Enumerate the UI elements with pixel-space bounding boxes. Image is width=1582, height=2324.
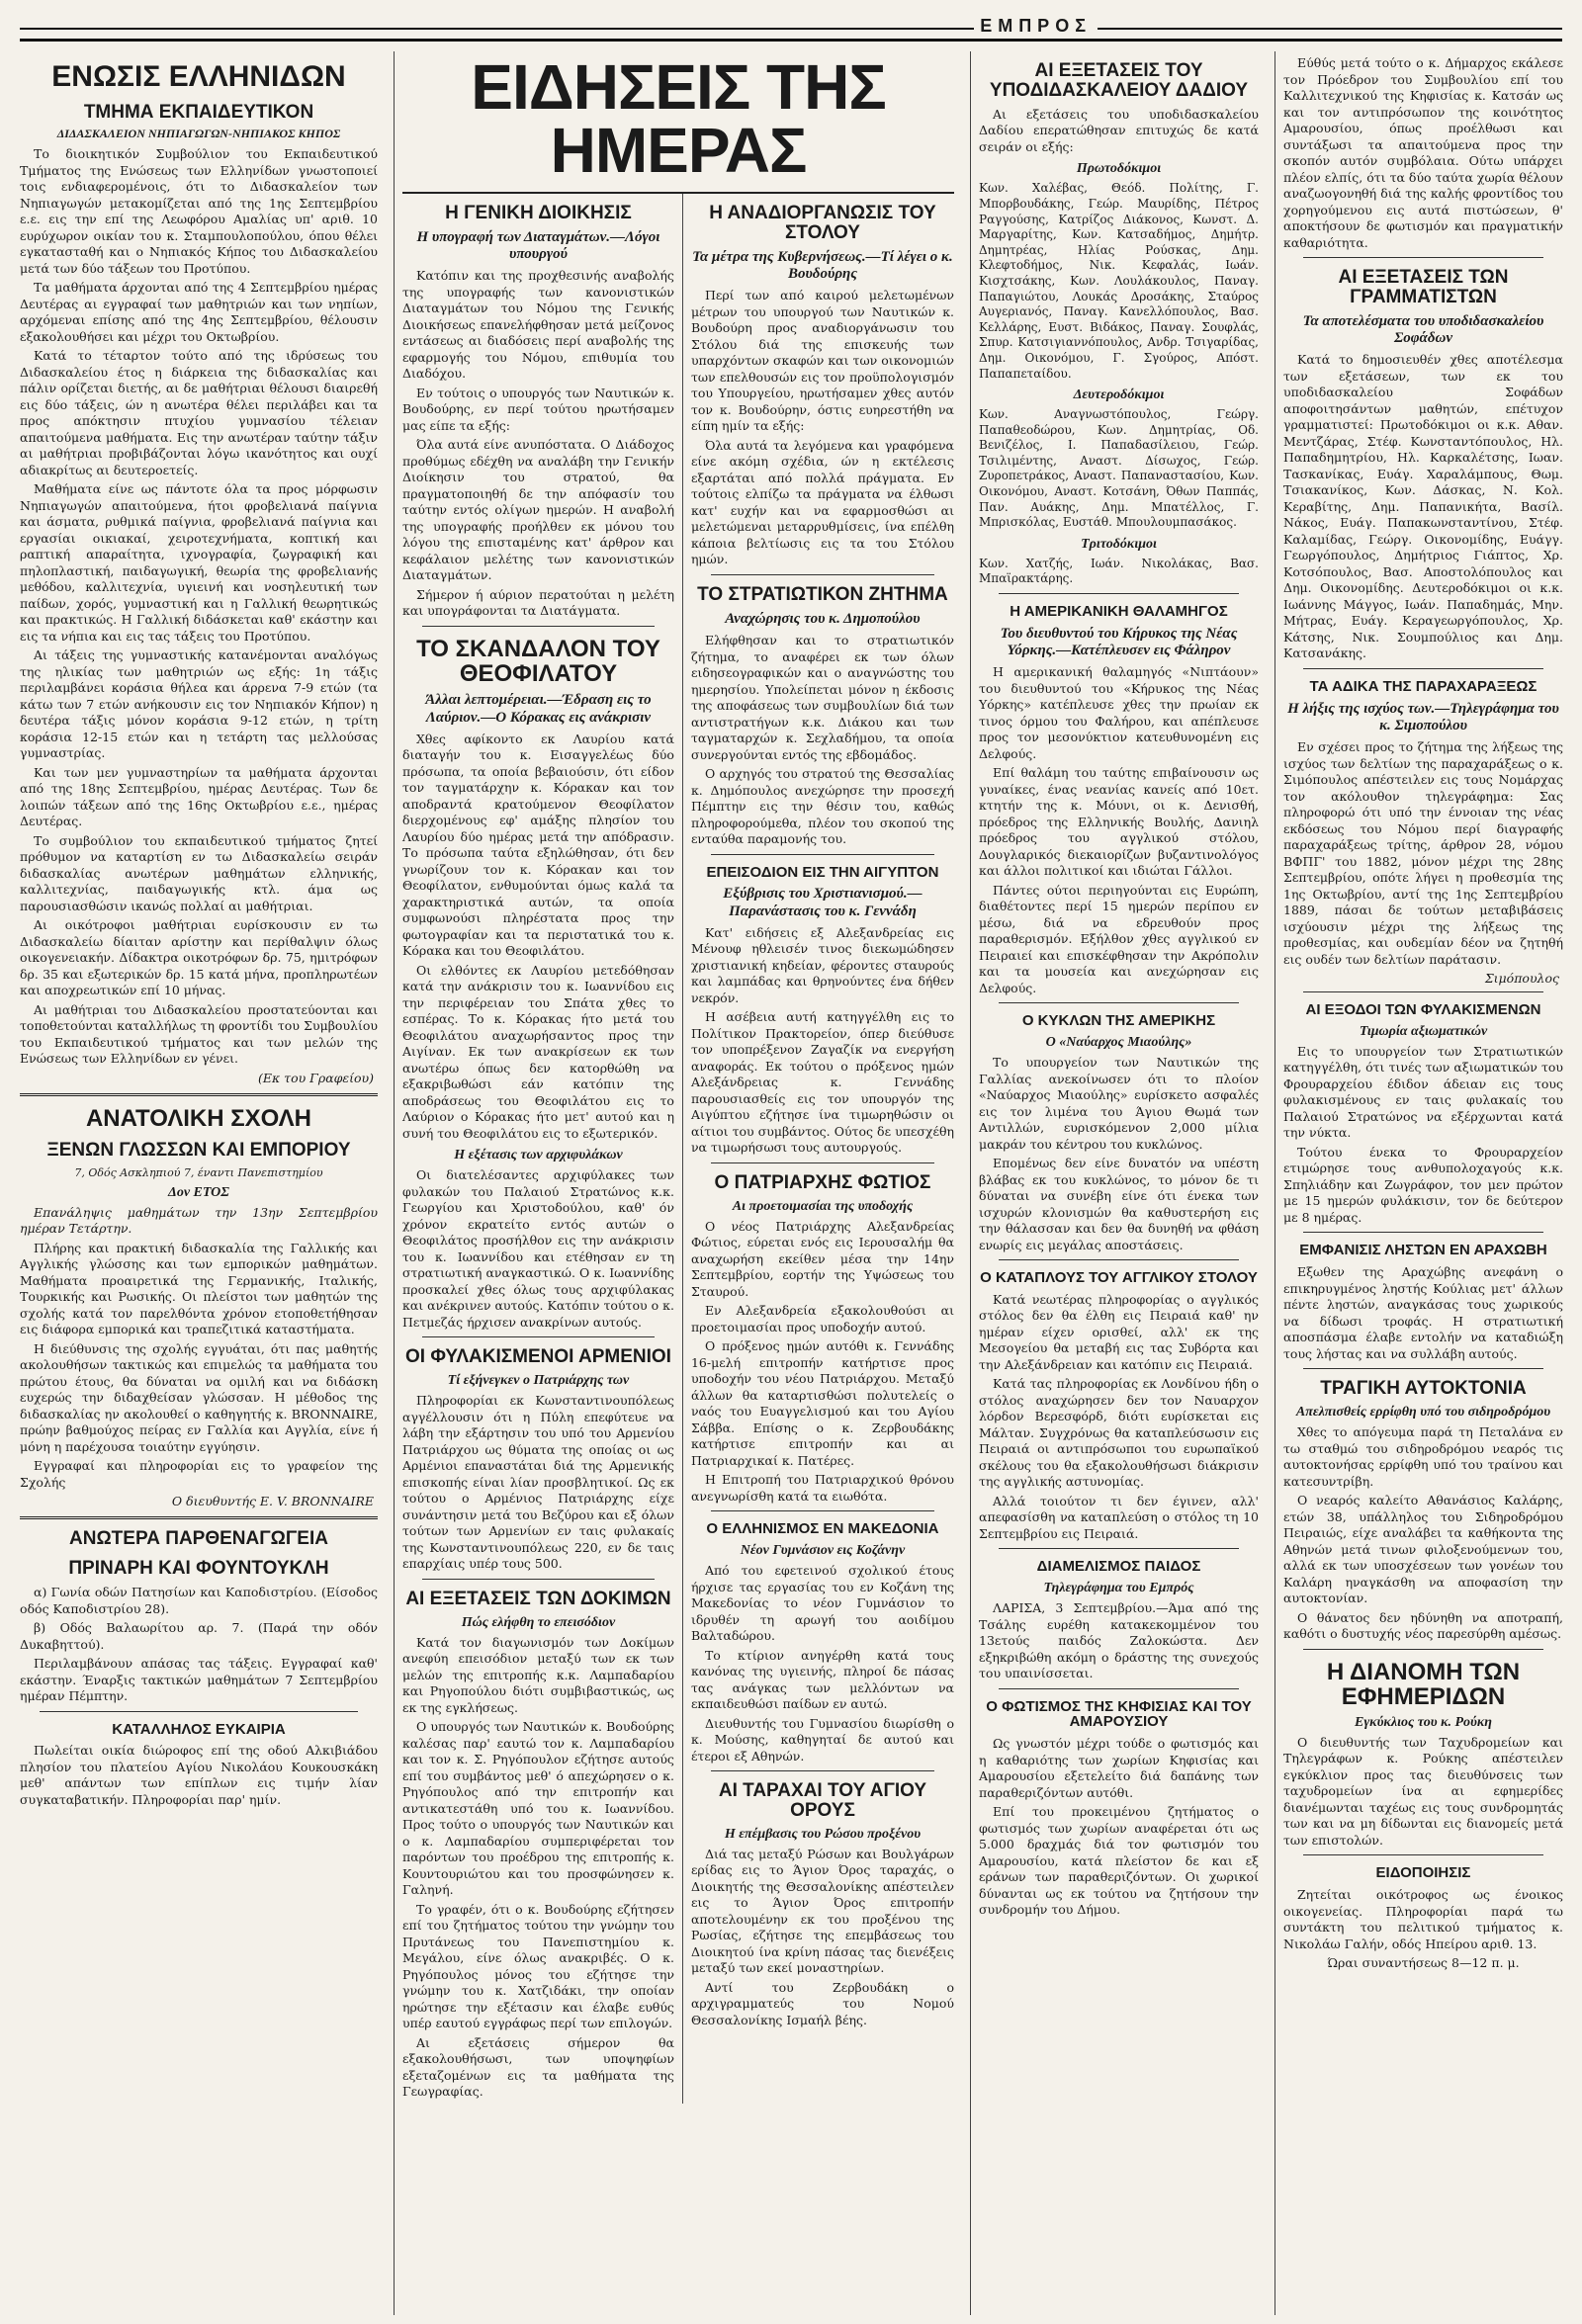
heading-theofilatos-scandal: ΤΟ ΣΚΑΝΔΑΛΟΝ ΤΟΥ ΘΕΟΦΙΛΑΤΟΥ [416, 635, 660, 688]
name-list: Κων. Χατζής, Ιωάν. Νικολάκας, Βασ. Μπαϊρακτάρης. [979, 556, 1259, 586]
paragraph: Τα μαθήματα άρχονται από της 4 Σεπτεμβρίου ημέρας Δευτέρας αι εγγραφαί των μαθητριών και των νηπίων, αρχόμεναι επίσης από της 4ης Σεπτεμβρίου, θέλουσιν εξακολουθήσει και μέχρι του Οκτωβρίου. [20, 280, 378, 344]
divider [422, 626, 655, 627]
divider [1303, 1854, 1543, 1855]
divider [1303, 1368, 1543, 1369]
paragraph: Ως γνωστόν μέχρι τούδε ο φωτισμός και η καθαριότης των χωρίων Κηφισίας και Αμαρουσίου εξετελείτο διά δαπάνης των παραθεριζόντων αυτόθι. [979, 1736, 1259, 1800]
paragraph: Επανάληψις μαθημάτων την 13ην Σεπτεμβρίου ημέραν Τετάρτην. [20, 1204, 378, 1237]
heading-british-fleet: Ο ΚΑΤΑΠΛΟΥΣ ΤΟΥ ΑΓΓΛΙΚΟΥ ΣΤΟΛΟΥ [980, 1269, 1258, 1287]
heading-patriarch-photios: Ο ΠΑΤΡΙΑΡΧΗΣ ΦΩΤΙΟΣ [714, 1171, 931, 1193]
signature: Ο διευθυντής E. V. BRONNAIRE [171, 1494, 374, 1509]
paragraph: Αι εξετάσεις σήμερον θα εξακολουθήσωσι, των υποψηφίων εξεταζομένων εις τα μαθήματα της Γεωγραφίας. [402, 2034, 674, 2100]
paragraph: Κατόπιν και της προχθεσινής αναβολής της υπογραφής των κανονιστικών Διαταγμάτων του Νόμου της Γενικής Διοικήσεως επανελήφθησαν μετά μείζονος εντάσεως αι διαδόσεις περί αναβολής της εφαρμογής του Νόμου, επιθυμία του Διαδόχου. [402, 268, 674, 382]
paragraph: Πωλείται οικία διώροφος επί της οδού Αλκιβιάδου πλησίον του πλατείου Αγίου Νικολάου Κουκουσκάκη μεθ' απάντων των επίπλων εις τιμήν λίαν συγκαταβατικήν. Πληροφορίαι παρ' ημίν. [20, 1743, 378, 1807]
heading-armenian-prisoners: ΟΙ ΦΥΛΑΚΙΣΜΕΝΟΙ ΑΡΜΕΝΙΟΙ [404, 1346, 671, 1368]
paragraph: Εν σχέσει προς το ζήτημα της λήξεως της ισχύος των δελτίων της παραχαράξεως ο κ. Σιμόπουλος απέστειλεν εις τους Νομάρχας τον ακόλουθον τηλεγράφημα: Σας πληροφορώ ότι υπό την έννοιαν της νέας εκδόσεως του Νόμου περί διαγραφής παραχαράξεως τρίτης, άρθρον 28, νόμου ΒΦΠΓ' του 1882, μόνον μέχρι της 28ης Σεπτεμβρίου, οπότε λήγει η προθεσμία της 1ης Οκτωβρίου, αντί της 1ης Σεπτεμβρίου 1889, πάσαι δε τούτων μεταβιβάσεις ισχύουσιν μέχρι της λήξεως της προθεσμίας, και ουδεμίαν δέον να ζητηθή εις ουδέν των δελτίων παράτασιν. [1283, 739, 1563, 967]
school-year: Δον ΕΤΟΣ [168, 1184, 229, 1200]
paragraph: Κατά το τέταρτον τούτο από της ιδρύσεως του Διδασκαλείου έτος η διάρκεια της διδασκαλίας και πάλιν ορίζεται διετής, αι δε μαθήτριαι θέλουσι διαιρεθή εις δύο τάξεις, ών η ανωτέρα θέλει περιλάβει και τα προς απόκτησιν πτυχίου γυμνασίου τέλειαν απαιτούμενα μαθήματα. Εις την ανωτέραν ταύτην τάξιν αι μαθήτριαι προβιβάζονται λόγω ικανότητος και ουχί αδιακρίτως αι δευτεροετείς. [20, 348, 378, 477]
signature: (Εκ του Γραφείου) [257, 1070, 374, 1085]
subheading: Η επέμβασις του Ρώσου προξένου [724, 1826, 922, 1842]
paragraph: Μαθήματα είνε ως πάντοτε όλα τα προς μόρφωσιν Νηπιαγωγών απαιτούμενα, ήτοι φροβελιανά παίγνια και άσματα, ρυθμικά παίγνια, φροβελιανά παίγνια και εργασίαι οικιακαί, χειροτεχνήματα, κοπτική και ραπτική απαραίτητα, ιχνογραφία, ζωγραφική και πηλοπλαστική, παιδαγωγική, θεωρία της φροβελιανής μεθόδου, καλλιτεχνία, υγιεινή και νοσηλευτική των παίδων, χορός, γυμναστική και η Γαλλική θεωρητικώς και πρακτικώς. Η Γαλλική διδάσκεται καθ' εκάστην και εις τα νήπια και εις τας τάξεις του Προτύπου. [20, 481, 378, 644]
subheading: Ο «Ναύαρχος Μιαούλης» [1045, 1035, 1192, 1051]
heading-cadet-exams: ΑΙ ΕΞΕΤΑΣΕΙΣ ΤΩΝ ΔΟΚΙΜΩΝ [405, 1588, 671, 1609]
paragraph: Ο αρχηγός του στρατού της Θεσσαλίας κ. Δημόπουλος ανεχώρησε την προσεχή Πέμπτην εις την θέσιν του, καθώς πληροφορούμεθα, πλέον του σκοπού της ενταύθα παραμονής του. [690, 766, 954, 847]
paragraph: Αι οικότροφοι μαθήτριαι ευρίσκουσιν εν τω Διδασκαλείω δίαιταν αρίστην και περίθαλψιν όλως οικογενειακήν. Δίδακτρα οικοτρόφων δρ. 75, ημιτρόφων δρ. 35 και εξωτερικών δρ. 15 κατά μήνα, προπληρωτέων και αποχρεωτικών επί 10 μήνας. [20, 917, 378, 998]
divider [999, 1688, 1239, 1689]
name-list: Κων. Αναγνωστόπουλος, Γεώργ. Παπαθεοδώρου, Κων. Δημητρίας, Οδ. Βενιζέλος, Ι. Παπαδασίλειου, Γεώρ. Τσιλιμέντης, Αναστ. Δίσωχος, Γεώρ. Ζυροπετράκος, Αναστ. Παπαναστασίου, Κων. Οικονόμου, Αναστ. Κοτσάνη, Όθων Παππάς, Παν. Αυάκης, Δημ. Μπατέλλος, Γ. Μπρισκόλας, Ευστάθ. Μπουλουμπασάκος. [979, 407, 1259, 530]
paragraph: Τούτου ένεκα το Φρουραρχείον ετιμώρησε τους ανθυπολοχαγούς κ.κ. Σπηλιάδην και Ζωγράφον, τον μεν πρώτον με 15 ημερών φυλάκισιν, τον δε δεύτερον με 8 ημέρας. [1283, 1144, 1563, 1225]
paragraph: Χθες το απόγευμα παρά τη Πεταλάνα εν τω σταθμώ του σιδηροδρόμου νεαρός τις αυτοκτονήσας ερρίφθη υπό του τραίνου και κατεσυντρίβη. [1283, 1424, 1563, 1489]
heading-union: ΕΝΩΣΙΣ ΕΛΛΗΝΙΔΩΝ [51, 60, 346, 93]
heading-opportunity: ΚΑΤΑΛΛΗΛΟΣ ΕΥΚΑΙΡΙΑ [112, 1720, 286, 1738]
paragraph: Διά τας μεταξύ Ρώσων και Βουλγάρων ερίδας εις το Άγιον Όρος ταραχάς, ο Διοικητής της Θεσσαλονίκης απέστειλεν εις το Άγιον Όρος επιτροπήν αποτελουμένην εκ του προξένου της Ρωσίας, εζήτησε της επεμβάσεως του Διοικητού ίνα κρίνη πάσας τας διενέξεις μεταξύ των εκεί μοναστηρίων. [690, 1846, 954, 1976]
divider [711, 854, 934, 855]
paragraph: Εν Αλεξανδρεία εξακολουθούσι αι προετοιμασίαι προς υποδοχήν αυτού. [690, 1303, 954, 1334]
paragraph: Ο θάνατος δεν ηδύνηθη να αποτραπή, καθότι ο δυστυχής νέος παρεσύρθη αμέσως. [1283, 1609, 1563, 1642]
heading-foreign-languages: ΞΕΝΩΝ ΓΛΩΣΣΩΝ ΚΑΙ ΕΜΠΟΡΙΟΥ [46, 1139, 351, 1161]
subheading: Η λήξις της ισχύος των.—Τηλεγράφημα του κ. Σιμοπούλου [1287, 700, 1559, 733]
paragraph: Η αμερικανική θαλαμηγός «Νιπτάουν» του διευθυντού του «Κήρυκος της Νέας Υόρκης» κατέπλευσε χθες την πρωίαν εκ τινος όρμου του Φαλήρου, και απέπλευσε προς τον μεσονύκτιον κατευθυνομένη εις Δελφούς. [979, 664, 1259, 761]
divider [711, 1162, 934, 1163]
paragraph: Το συμβούλιον του εκπαιδευτικού τμήματος ζητεί πρόθυμον να καταρτίση εν τω Διδασκαλείω σειράν διδασκαλίας ανωτέρων μαθημάτων ελληνικής, καλλιτεχνίας, παιδαγωγικής κτλ. άμα ως παρουσιασθώσιν ικανώς πολλαί αι μαθήτριαι. [20, 832, 378, 913]
subheading: Αι προετοιμασίαι της υποδοχής [732, 1198, 914, 1214]
heading-child-dismemberment: ΔΙΑΜΕΛΙΣΜΟΣ ΠΑΙΔΟΣ [1036, 1558, 1201, 1576]
divider [1303, 1232, 1543, 1233]
paragraph: Ο υπουργός των Ναυτικών κ. Βουδούρης καλέσας παρ' εαυτώ τον κ. Λαμπαδαρίου και τον κ. Σ. Ρηγόπουλον εζήτησε αυτούς επί του συμβάντος μεθ' ό απεχώρησεν ο κ. Ρηγόπουλος από την επιτροπήν και αντικατεστάθη υπό του κ. Ιωαννίδου. Προς τούτο ο υπουργός των Ναυτικών και ο κ. Λαμπαδαρίου συμπεριφέρεται τον παρόντων του προέδρου της επιτροπής κ. Κουντουριώτου και του προσφώνησεν κ. Γαληνή. [402, 1719, 674, 1898]
paragraph: Το γραφέν, ότι ο κ. Βουδούρης εζήτησεν επί του ζητήματος τούτου την γνώμην του Πρυτάνεως του Πανεπιστημίου κ. Μεγάλου, είνε όλως ανακριβές. Ο κ. Ρηγόπουλος μόνος του εζήτησε την γνώμην του κ. Χατζιδάκι, την οποίαν ηρώτησε την εξέτασιν και έλαβε ευθύς υπέρ εαυτού εγγράφως περί των επιλογών. [402, 1901, 674, 2031]
divider [422, 1336, 655, 1337]
school-address: 7, Οδός Ασκληπιού 7, έναντι Πανεπιστημίου [74, 1165, 323, 1179]
paragraph: Η Επιτροπή του Πατριαρχικού θρόνου ανεγνωρίσθη κατά τα ειωθότα. [690, 1472, 954, 1504]
paragraph: Περί των από καιρού μελετωμένων μέτρων του υπουργού των Ναυτικών κ. Βουδούρη προς αναδιοργάνωσιν του Στόλου διά της επισκευής των υπαρχόντων σκαφών και των οικονομιών των επελθουσών εις τον προϋπολογισμόν του Υπουργείου, ηρωτήσαμεν χθες αυτόν τον κ. Βουδούρην, όστις ευηρεστήθη να είπη ημίν τα εξής: [690, 288, 954, 434]
paragraph: Πληροφορίαι εκ Κωνσταντινουπόλεως αγγέλλουσιν ότι η Πύλη επεφύτευε να λάβη την εξάρτησιν του υπό του Αρμενίου Πατριάρχου ως θύματα της οποίας οι ως Αρμένιοι επαναστάται διά της Αρμενικής επισκοπής είναι λίαν προσβλητικοί. Ως εκ τούτου ο Αρμένιος Πατριάρχης είχε συνάντησιν μετά του Βεζύρου και εξ όλων τούτων των Αρμενίων εν ταις φυλακαίς της Κωνσταντινουπόλεως 220, εν δε ταις επαρχίαις υπέρ τους 500. [402, 1393, 674, 1572]
divider [20, 1093, 378, 1096]
heading-hellenism-macedonia: Ο ΕΛΛΗΝΙΣΜΟΣ ΕΝ ΜΑΚΕΔΟΝΙΑ [706, 1520, 939, 1538]
heading-counterfeit-permits: ΤΑ ΑΔΙΚΑ ΤΗΣ ΠΑΡΑΧΑΡΑΞΕΩΣ [1309, 677, 1538, 695]
office-hours: Ώραι συναντήσεως 8—12 π. μ. [1327, 1955, 1520, 1971]
heading-general-administration: Η ΓΕΝΙΚΗ ΔΙΟΙΚΗΣΙΣ [445, 203, 632, 223]
heading-military-question: ΤΟ ΣΤΡΑΤΙΩΤΙΚΟΝ ΖΗΤΗΜΑ [697, 583, 948, 605]
paragraph: Όλα αυτά είνε ανυπόστατα. Ο Διάδοχος προθύμως εδέχθη να αναλάβη την Γενικήν Διοίκησιν του στρατού, θα πραγματοποιηθή δε την απόφασίν του ταύτην εντός ολίγων ημερών. Η αναβολή της υπογραφής προήλθεν εκ μόνου του λόγου της επισταμένης κατ' άρθρον και κεφάλαιον μελέτης των κανονιστικών Διαταγμάτων. [402, 437, 674, 583]
paragraph: Διευθυντής του Γυμνασίου διωρίσθη ο κ. Μούσης, καθηγηταί δε αυτού και έτεροι εξ Αθηνών. [690, 1715, 954, 1764]
subheading: Η εξέτασις των αρχιφυλάκων [454, 1148, 623, 1163]
masthead [20, 16, 1562, 42]
divider [711, 574, 934, 575]
subheading: Πώς ελήφθη το επεισόδιον [461, 1614, 616, 1630]
heading-tragic-suicide: ΤΡΑΓΙΚΗ ΑΥΤΟΚΤΟΝΙΑ [1320, 1378, 1527, 1400]
subheading: Τηλεγράφημα του Εμπρός [1043, 1581, 1194, 1596]
heading-newspaper-distribution: Η ΔΙΑΝΟΜΗ ΤΩΝ ΕΦΗΜΕΡΙΔΩΝ [1326, 1658, 1521, 1710]
column-1 [20, 51, 386, 2315]
column-2 [402, 194, 674, 2104]
column-3 [682, 194, 954, 2104]
divider [999, 593, 1239, 594]
paragraph: Αι τάξεις της γυμναστικής κατανέμονται αναλόγως της ηλικίας των μαθητριών ως εξής: 1η τάξις περιλαμβάνει κοράσια θήλεα και άρρενα 7-9 ετών (τα κάτω των 7 ετών ανήκουσιν εις τον Νηπιακόν Κήπον) η δευτέρα τάξις μόνον κοράσια 9-12 ετών, η τρίτη κοράσια 12-15 ετών και η τετάρτη τας μελλούσας γυμναστρίας. [20, 647, 378, 761]
heading-mount-athos: ΑΙ ΤΑΡΑΧΑΙ ΤΟΥ ΑΓΙΟΥ ΟΡΟΥΣ [718, 1780, 927, 1821]
signature: Σιμόπουλος [1484, 971, 1559, 987]
divider [40, 1711, 358, 1712]
heading-girls-schools: ΑΝΩΤΕΡΑ ΠΑΡΘΕΝΑΓΩΓΕΙΑ [69, 1528, 328, 1550]
paragraph: Από του εφετεινού σχολικού έτους ήρχισε τας εργασίας του εν Κοζάνη της Μακεδονίας το νέον Γυμνάσιον το ιδρυθέν τη αρωγή του αοιδίμου Βαλταδώρου. [690, 1563, 954, 1643]
divider [711, 1510, 934, 1511]
paragraph: Εγγραφαί και πληροφορίαι εις το γραφείον της Σχολής [20, 1458, 378, 1490]
paragraph: Αντί του Ζερβουδάκη ο αρχιγραμματεύς του Νομού Θεσσαλονίκης Ισμαήλ βέης. [690, 1979, 954, 2027]
paragraph: Εις το υπουργείον των Στρατιωτικών κατηγγέλθη, ότι τινές των αξιωματικών του Φρουραρχείου έδιδον άδειαν εις τους φυλακισμένους εν ταις φυλακαίς του Παλαιού Στρατώνος να εξέρχωνται κατά την νύκτα. [1283, 1043, 1563, 1141]
subheading: Του διευθυντού του Κήρυκος της Νέας Υόρκης.—Κατέπλευσεν εις Φάληρον [1000, 625, 1238, 659]
subheading: Τί εξήνεγκεν ο Πατριάρχης των [447, 1373, 630, 1389]
paragraph: Πάντες ούτοι περιηγούνται εις Ευρώπη, διαθέτοντες περί 15 ημερών περίπου εν μέσω, διά να εδρευθούν προς παραθερισμόν. Εξήλθον χθες αγγλικού εν Πειραιεί και επισκέφθησαν την Ακρόπολιν και τα μουσεία και ανεχώρησαν εις Δελφούς. [979, 882, 1259, 995]
subheading: Τιμωρία αξιωματικών [1359, 1023, 1488, 1039]
subheading: Άλλαι λεπτομέρειαι.—Έδραση εις το Λαύριον.—Ο Κόρακας εις ανάκρισιν [425, 692, 652, 726]
paragraph: Περιλαμβάνουν απάσας τας τάξεις. Εγγραφαί καθ' εκάστην. Έναρξις τακτικών μαθημάτων 7 Σεπτεμβρίου ημέραν Πέμπτην. [20, 1656, 378, 1704]
paragraph: Κατά τον διαγωνισμόν των Δοκίμων ανεφύη επεισόδιον μεταξύ των εκ των μελών της επιτροπής κ.κ. Λαμπαδαρίου και Ρηγοπούλου διότι συμβιβαστικώς, ως εκ της εγκλήσεως. [402, 1634, 674, 1715]
paragraph: Επομένως δεν είνε δυνατόν να υπέστη βλάβας εκ του κυκλώνος, το μόνον δε τι δύναται να συνέβη είνε ότι ένεκα των ισχυρών κλονισμών θα καθυστερήση εις την θάλασσαν και δεν θα δυνηθή να φθάση ενωρίς εις μεγάλας αποστάσεις. [979, 1156, 1259, 1252]
paragraph: Οι διατελέσαντες αρχιφύλακες των φυλακών του Παλαιού Στρατώνος κ.κ. Γεωργίου και Χριστοδούλου, καθ' όν χρόνον εκρατείτο εντός αυτών ο Θεοφιλάτος προσήλθον εις την ανάκρισιν του κ. Ιωαννίδου και ετέθησαν εν τη στρατιωτική αναγκαστικώ. Ο κ. Ιωαννίδης προσκαλεί χθες όλως τους αρχιφύλακας και ανέκρινεν αυτούς. Κατόπιν τούτου ο κ. Πετμεζάς ήρχισεν ανακρίνων αυτούς. [402, 1167, 674, 1330]
subheading: Τα αποτελέσματα του υποδιδασκαλείου Σοφάδων [1302, 312, 1544, 347]
name-list: Κων. Χαλέβας, Θεόδ. Πολίτης, Γ. Μπορβουδάκης, Γεώρ. Μαυρίδης, Πέτρος Ραγγούσης, Κατρίζος Διάκονος, Κωνστ. Δ. Μαργαρίτης, Κων. Κατσαδήμος, Δημήτρ. Δημητρέας, Ηλίας Ρούσκας, Δημ. Κλεφτοδήμος, Νικ. Κεφαλάς, Ιωάν. Κισχτσάκης, Κων. Λουλάκουλος, Παναγ. Παπαγιώτου, Λουκάς Δροσάκης, Σταύρος Αυγεριανός, Παναγ. Κανελλόπουλος, Βασ. Κελλάρης, Ευστ. Βιδάκος, Παναγ. Σουφλάς, Σπυρ. Κατσιγιαννόπουλος, Ανδρ. Τσιγαρίδας, Δημ. Οικονόμου, Γ. Σγούρος, Απόστ. Παπαπεταίδου. [979, 181, 1259, 381]
divider [1303, 257, 1543, 258]
subheading: Νέον Γυμνάσιον εις Κοζάνην [740, 1543, 906, 1558]
paragraph: Κατ' ειδήσεις εξ Αλεξανδρείας εις Μένουφ ηθλεισέν τινος διεκωμώδησεν χριστιανική κηδείαν, φέροντες σταυρούς και λαμπάδας και θρηνούντες ένα δήθεν νεκρόν. [690, 924, 954, 1005]
heading-education-section: ΤΜΗΜΑ ΕΚΠΑΙΔΕΥΤΙΚΟΝ [83, 101, 314, 123]
paragraph: Σήμερον ή αύριον περατούται η μελέτη και υπογράφονται τα Διατάγματα. [402, 586, 674, 619]
divider [999, 1548, 1239, 1549]
paragraph: Ο διευθυντής των Ταχυδρομείων και Τηλεγράφων κ. Ρούκης απέστειλεν εγκύκλιον προς τας διευθύνσεις των ταχυδρομείων ίνα αι εφημερίδες διανέμωνται ταχέως εις τους συνδρομητάς των και να μη δίδωνται εις διανομείς μετά των επιστολών. [1283, 1734, 1563, 1848]
masthead-title: ΕΜΠΡΟΣ [974, 16, 1098, 37]
paragraph: β) Οδός Βαλαωρίτου αρ. 7. (Παρά την οδόν Δυκαβηττού). [20, 1620, 378, 1652]
paragraph: Κατά το δημοσιευθέν χθες αποτέλεσμα των εξετάσεων, των εκ του υποδιδασκαλείου Σοφάδων αποφοιτησάντων μαθητών, επέτυχον γραμματιστεί: Πρωτοδόκιμοι οι κ.κ. Αθαν. Μεντζάρας, Στέφ. Κωνσταντόπουλος, Ηλ. Παπαδημητρίου, Ηλ. Καρκαλέτσης, Ιωαν. Τασκανίκας, Ευάγ. Χαραλάμπους, Θωμ. Τσιακανίκος, Κων. Δάσκας, Ν. Κολ. Κεραβίτης, Δημ. Παπανικήτα, Βασίλ. Νάκος, Ευάγ. Παπακωνσταντίνου, Στέφ. Καλαμίδας, Γεώργ. Οικονομίδης, Ευάγγ. Γεωργόπουλος, Δημήτριος Γιάπτος, Χρ. Κοτσόπουλος, Βασ. Αποστολόπουλος και Δημ. Οικονομίδης. Δευτεροδόκιμοι οι κ.κ. Ιωάννης Μάγγος, Ιωάν. Παπαδημάς, Μην. Μήτρας, Ευάγ. Κεραγεωργόπουλος, Χρ. Κάτσης, Νικ. Σουμπούλιος και Δημ. Κατσανάκης. [1283, 352, 1563, 661]
paragraph: Η ασέβεια αυτή κατηγγέλθη εις το Πολίτικον Πρακτορείον, όπερ διεύθυσε τον υποπρέξενον Ζαγαζίκ να ενεργήση αναφοράς. Εκ τούτου ο πρόξενος ημών Αλεξάνδρειας κ. Γεννάδης παρουσιασθείς εις τον υπουργόν της Αιγύπτου εζήτησε ίνα τιμωρηθώσιν οι αίτιοι του συμβάντος. Ούτος δε υπεσχέθη να τιμωρήσωσι τους αυτουργούς. [690, 1009, 954, 1156]
paragraph: Ελήφθησαν και το στρατιωτικόν ζήτημα, το αναφέρει εκ των όλων ειδησεογραφικών και ο αναγνώστης του ημερησίου. Υπολείπεται μόνον η έκδοσις της αποφάσεως των συμβουλίων διά των αντιστρατήγων κ.κ. Διάκου και των ταγματαρχών κ. Σεχλαδήμου, τα οποία συνεργούνται εντός της εβδομάδος. [690, 633, 954, 762]
divider [1303, 1649, 1543, 1650]
paragraph: ΛΑΡΙΣΑ, 3 Σεπτεμβρίου.—Άμα από της Τσάλης ευρέθη κατακεκομμένον του 13ετούς παιδός Ζαλοκώστα. Δεν εξηκριβώθη ακόμη ο δράστης της συνεχούς του υπαινίσσεται. [979, 1600, 1259, 1681]
heading-dadi-exams: ΑΙ ΕΞΕΤΑΣΕΙΣ ΤΟΥ ΥΠΟΔΙΔΑΣΚΑΛΕΙΟΥ ΔΑΔΙΟΥ [989, 60, 1249, 101]
heading-bandits-arachova: ΕΜΦΑΝΙΣΙΣ ΛΗΣΤΩΝ ΕΝ ΑΡΑΧΩΒΗ [1299, 1242, 1547, 1259]
heading-kifisia-lighting: Ο ΦΩΤΙΣΜΟΣ ΤΗΣ ΚΗΦΙΣΙΑΣ ΚΑΙ ΤΟΥ ΑΜΑΡΟΥΣΙΟΥ [986, 1697, 1252, 1731]
subheading: Εξύβρισις του Χριστιανισμού.—Παρανάστασις του κ. Γεννάδη [723, 886, 923, 919]
divider [999, 1259, 1239, 1260]
paragraph: Πλήρης και πρακτική διδασκαλία της Γαλλικής και Αγγλικής γλώσσης και των εμπορικών μαθημάτων. Μαθήματα προαιρετικά της Γερμανικής, Ιταλικής, Τουρκικής και Ρωσικής. Οι πλείστοι των μαθητών της σχολής κατά τον παρελθόντα χρόνον ετοποθετήθησαν εις διάφορα εμπορικά και τραπεζιτικά καταστήματα. [20, 1240, 378, 1337]
paragraph: Κατά τας πληροφορίας εκ Λονδίνου ήδη ο στόλος αναχώρησεν δεν τον Ναυαρχον λόρδον Βερεσφόρδ, διότι ευρίσκεται εις Μάλταν. Συγχρόνως θα καταπλεύσωσιν εις Πειραιά οι αντιπρόσωποι του ευρωπαϊκού σκέλους του θα εξακολουθήσωσι διάκρισιν της αγγλικής αστυνομίας. [979, 1376, 1259, 1490]
divider [711, 1770, 934, 1771]
paragraph: Εύθύς μετά τούτο ο κ. Δήμαρχος εκάλεσε τον Πρόεδρον του Συμβουλίου επί του Καλλιτεχνικού της Κηφισίας κ. Κατσάν ως και τον αντιπρόσωπον της κοινότητος Αμαρουσίου, όπως προέλθωσι και συντάξωσι τα απαιτούμενα προς την σκοπόν αυτόν συμβόλαια. Ούτω υπάρχει πλέον ελπίς, ότι τα δύο ταύτα χωρία θέλουν αναζωογονηθή διά της καλής φροντίδος του χορηγούμενου εις αυτά πιστώσεων, θ' αποκτήσουν δε φωτισμόν και πραγματικήν καθαριότητα. [1283, 55, 1563, 250]
paragraph: Επί θαλάμη του ταύτης επιβαίνουσιν ως γυναίκες, ένας νεανίας κανείς από 10ετ. κτητήν της κ. Μόυνι, οι κ. Δενισθή, πρόεδρος της Ελληνικής Βουλής, Δανιηλ πρόεδρος του αγγλικού στόλου, Δουγλαρικός διεκαιορίζων βυζαντινολόγος και άλλοι πολιτικοί και ιδιώται Γάλλοι. [979, 765, 1259, 879]
paragraph: Ο νεαρός καλείτο Αθανάσιος Καλάρης, ετών 38, υπάλληλος του Σιδηροδρόμου Πειραιώς, είχε αναλάβει τα καθήκοντα της Αθηνών μετά τινων φιλοξενούμενων του, αλλά εκ των υποσχέσεων των γονέων του Καλάρη ηναγκάσθη να αποφασίση την αυτοκτονίαν. [1283, 1493, 1563, 1606]
column-5 [1274, 51, 1571, 2315]
subheading: Αναχώρησις του κ. Δημοπούλου [725, 610, 921, 627]
paragraph: Εν τούτοις ο υπουργός των Ναυτικών κ. Βουδούρης, εν περί τούτου ηρωτήσαμεν μας είπε τα εξής: [402, 385, 674, 433]
heading-fleet-reorganization: Η ΑΝΑΔΙΟΡΓΑΝΩΣΙΣ ΤΟΥ ΣΤΟΛΟΥ [709, 203, 936, 243]
heading-american-cyclone: Ο ΚΥΚΛΩΝ ΤΗΣ ΑΜΕΡΙΚΗΣ [1021, 1012, 1216, 1030]
divider [20, 1516, 378, 1519]
divider [422, 1579, 655, 1580]
heading-clerks-exams: ΑΙ ΕΞΕΤΑΣΕΙΣ ΤΩΝ ΓΡΑΜΜΑΤΙΣΤΩΝ [1338, 267, 1509, 307]
heading-prinari: ΠΡΙΝΑΡΗ ΚΑΙ ΦΟΥΝΤΟΥΚΛΗ [68, 1558, 329, 1580]
heading-egypt-incident: ΕΠΕΙΣΟΔΙΟΝ ΕΙΣ ΤΗΝ ΑΙΓΥΠΤΟΝ [706, 863, 939, 881]
divider [999, 1002, 1239, 1003]
paragraph: Ο νέος Πατριάρχης Αλεξανδρείας Φώτιος, εύρεται ενός εις Ιερουσαλήμ θα αναχωρήση εκείθεν μέσα την 14ην Σεπτεμβρίου, εορτήν της Υψώσεως του Σταυρού. [690, 1218, 954, 1299]
paragraph: Και των μεν γυμναστηρίων τα μαθήματα άρχονται από της 18ης Σεπτεμβρίου, ημέρας Δευτέρας. Των δε λοιπών τάξεων από της 16ης Οκτωβρίου ε.ε., ημέρας Δευτέρας. [20, 764, 378, 829]
column-2-3 [394, 51, 962, 2315]
paragraph: Κατά νεωτέρας πληροφορίας ο αγγλικός στόλος δεν θα έλθη εις Πειραιά καθ' ην ημέραν είχεν ορισθεί, αλλ' εκ της Μεσογείου θα μεταβή εις τας Συβόρτα και την Αλεξάνδρειαν και κατόπιν εις Πειραιά. [979, 1291, 1259, 1372]
list-label: Τριτοδόκιμοι [1081, 536, 1157, 552]
paragraph: Η διεύθυνσις της σχολής εγγυάται, ότι πας μαθητής ακολουθήσων τακτικώς και επιμελώς τα μαθήματα του πρώτου έτους, θα δύναται να ομιλή και να διδάσκη ευχερώς την διδαχθείσαν γλώσσαν. Η μέθοδος της διδασκαλίας ην ακολουθεί ο καθηγητής κ. BRONNAIRE, πρώην βαθμούχος πείρας εν Γαλλία και Αγγλία, είνε ή μόνη η παρέχουσα τοιαύτην εγγύησιν. [20, 1340, 378, 1454]
subheading: Η υπογραφή των Διαταγμάτων.—Λόγοι υπουργού [416, 228, 660, 263]
paragraph: Ζητείται οικότροφος ως ένοικος οικογενείας. Πληροφορίαι παρά τω συντάκτη του πελιτικού τμήματος κ. Νικολάω Γαλήν, οδός Ηπείρου αριθ. 13. [1283, 1887, 1563, 1951]
paragraph: Ο πρόξενος ημών αυτόθι κ. Γεννάδης 16-μελή επιτροπήν κατήρτισε προς υποδοχήν του νέου Πατριάρχου. Μεταξύ άλλων θα καταρτισθώσι πολυτελείς ο ναός του Ευαγγελισμού και του Αγίου Σάββα. Επίσης ο κ. Ζερβουδάκης κατήρτισε επιτροπήν και αι Πατριαρχικαί κ. Πατέρες. [690, 1338, 954, 1468]
paragraph: Όλα αυτά τα λεγόμενα και γραφόμενα είνε ακόμη σχέδια, ών η εκτέλεσις εξαρτάται από πολλά πράγματα. Εν τούτοις ελπίζω τα πράγματα να έλθωσι κατ' ευχήν και να εφαρμοσθώσι αι μελετώμεναι μεταρρυθμίσεις, ίνα επέλθη κάποια βελτίωσις εις τα του Στόλου ημών. [690, 437, 954, 567]
paragraph: Επί του προκειμένου ζητήματος ο φωτισμός των χωρίων αναφέρεται ότι ως 5.000 δραχμάς διά τον φωτισμόν του Αμαρουσίου, κατά πλείστον δε και εξ εράνων των παραθεριζόντων. Οι χωρικοί δύνανται ως εκ τούτου να ζητήσουν την συνδρομήν του Δήμου. [979, 1804, 1259, 1918]
list-label: Δευτεροδόκιμοι [1073, 387, 1165, 403]
heading-eastern-school: ΑΝΑΤΟΛΙΚΗ ΣΧΟΛΗ [85, 1104, 312, 1132]
heading-american-yacht: Η ΑΜΕΡΙΚΑΝΙΚΗ ΘΑΛΑΜΗΓΟΣ [1010, 603, 1228, 621]
subheading: Τα μέτρα της Κυβερνήσεως.—Τί λέγει ο κ. Βουδούρης [692, 248, 953, 283]
subheading-kindergarten: ΔΙΔΑΣΚΑΛΕΙΟΝ ΝΗΠΙΑΓΩΓΩΝ-ΝΗΠΙΑΚΟΣ ΚΗΠΟΣ [56, 127, 341, 141]
subheading: Απελπισθείς ερρίφθη υπό του σιδηροδρόμου [1295, 1405, 1551, 1420]
paragraph: Χθες αφίκοντο εκ Λαυρίου κατά διαταγήν του κ. Εισαγγελέως δύο πρόσωπα, τα οποία βεβαιούσιν, ότι είδον τον ταγματάρχην κ. Κόρακαν και τον αποδραντά κρατούμενον Θεοφίλατον διερχομένους εφ' αμάξης πλησίον του Λαυρίου δύο ημέρας μετά την απόδρασιν. Το πρόσωπα ταύτα εξηλώθησαν, ότι δεν γνωρίζουν τον κ. Κόρακαν και τον Θεοφίλατον, ενθυμούνται όμως καλά τα χαρακτηριστικά αυτών, τα οποία συμφωνούσι πληρέστατα προς την φωτογραφίαν και τα περιστατικά του κ. Κόρακα και του Θεοφιλάτου. [402, 731, 674, 959]
paragraph: Εξωθεν της Αραχώβης ανεφάνη ο επικηρυγμένος ληστής Κούλιας μετ' άλλων πέντε ληστών, αναγκάσας τους χωρικούς να δίδωσι τροφάς. Η στρατιωτική αποσπάσμα έλαβε εντολήν να καταδιώξη τους λήστας και να συλλάβη αυτούς. [1283, 1264, 1563, 1361]
divider [1303, 668, 1543, 669]
paragraph: Το διοικητικόν Συμβούλιον του Εκπαιδευτικού Τμήματος της Ενώσεως των Ελληνίδων γνωστοποιεί τοις ενδιαφερομένοις, ότι το Διδασκαλείον των Νηπιαγωγών μετακομίζεται από της 1ης Σεπτεμβρίου ε.ε. εις την επί της Λεωφόρου Αμαλίας υπ' αριθ. 10 ευρύχωρον οικίαν του κ. Σταμπουλοπούλου, όπου θέλει εγκατασταθή και ο Νηπιακός Κήπος του Διδασκαλείου μετά των δύο τάξεων του Προτύπου. [20, 146, 378, 276]
paragraph: Οι ελθόντες εκ Λαυρίου μετεδόθησαν κατά την ανάκρισιν του κ. Ιωαννίδου εις την περιφέρειαν του Σπάτα χθες το εσπέρας. Το κ. Κόρακας ήτο μετά του Θεοφιλάτου αναχωρήσαντος προς την Αιγίναν. Εκ των ανακρίσεων εκ των ανωτέρω όπως δεν κατορθώθη να εξακριβωθώσι εάν κατόπιν της αποδράσεως του Θεοφιλάτου εις το Λαύριον ο Κόρακας ήτο μετ' αυτού και η συνή του Θεοφιλάτου εις το εξωτερικόν. [402, 962, 674, 1141]
banner-news-of-the-day: ΕΙΔΗΣΕΙΣ ΤΗΣ ΗΜΕΡΑΣ [402, 51, 954, 194]
subheading: Εγκύκλιος του κ. Ρούκη [1355, 1714, 1492, 1730]
paragraph: Αλλά τοιούτον τι δεν έγινεν, αλλ' απεφασίσθη να καταπλεύση ο στόλος τη 10 Σεπτεμβρίου εις Πειραιά. [979, 1493, 1259, 1541]
paragraph: Το κτίριον ανηγέρθη κατά τους κανόνας της υγιεινής, πληροί δε πάσας τας ανάγκας των μελλόντων να εκπαιδευθώσι παίδων εν αυτώ. [690, 1647, 954, 1711]
paragraph: Αι εξετάσεις του υποδιδασκαλείου Δαδίου επερατώθησαν επιτυχώς δε κατά σειράν οι εξής: [979, 106, 1259, 154]
heading-notice: ΕΙΔΟΠΟΙΗΣΙΣ [1375, 1864, 1471, 1882]
paragraph: Το υπουργείον των Ναυτικών της Γαλλίας ανεκοίνωσεν ότι το πλοίον «Ναύαρχος Μιαούλης» ευρίσκετο ασφαλές εις τον λιμένα του Άγιου Θωμά των Αντιλλών, ευρισκόμενον 2,000 μίλια μακράν του κέντρου του κυκλώνος. [979, 1055, 1259, 1152]
paragraph: α) Γωνία οδών Πατησίων και Καποδιστρίου. (Είσοδος οδός Καποδιστρίου 28). [20, 1585, 378, 1616]
divider [1303, 991, 1543, 992]
paragraph: Αι μαθήτριαι του Διδασκαλείου προστατεύονται και τοποθετούνται καταλλήλως τη φροντίδι του Συμβουλίου του Εκπαιδευτικού τμήματος και των μελών της Ενώσεως των Ελληνίδων εν γένει. [20, 1001, 378, 1067]
heading-prisoner-outings: ΑΙ ΕΞΟΔΟΙ ΤΩΝ ΦΥΛΑΚΙΣΜΕΝΩΝ [1305, 1001, 1541, 1019]
column-4 [970, 51, 1267, 2315]
list-label: Πρωτοδόκιμοι [1076, 161, 1162, 177]
masthead-rule [20, 28, 1562, 30]
